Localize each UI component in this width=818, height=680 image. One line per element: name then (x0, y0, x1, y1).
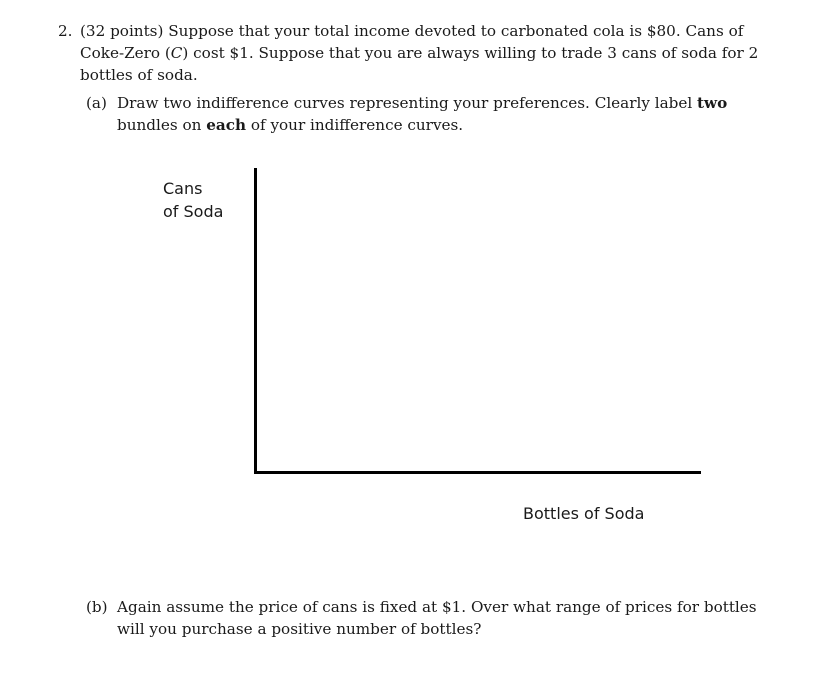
part-a-text-2: bundles on (117, 116, 207, 134)
part-b-label: (b) (86, 598, 108, 616)
x-axis-label: Bottles of Soda (523, 504, 645, 523)
part-a-text-3: of your indifference curves. (246, 116, 464, 134)
part-a-bold-1: two (697, 94, 728, 112)
problem-number: 2. (58, 22, 73, 40)
part-b (86, 596, 786, 640)
problem-statement (58, 20, 788, 86)
part-a (86, 92, 786, 136)
problem-intro-part1: (32 points) Suppose that your total income devoted to carbonated cola is $80. Cans of Coke-Zero ( (80, 22, 744, 62)
x-axis-line (254, 471, 701, 474)
part-a-text-1: Draw two indifference curves representing your preferences. Clearly label (117, 94, 698, 112)
y-axis-label-line1: Cans (163, 179, 203, 198)
y-axis-line (254, 168, 257, 474)
problem-intro-part2: ) cost $1. Suppose that you are always willing to trade 3 cans of soda for 2 bottles of soda. (80, 44, 759, 84)
y-axis-label-line2: of Soda (163, 202, 224, 221)
part-a-text (117, 92, 786, 136)
y-axis-label (163, 177, 223, 223)
part-b-text: Again assume the price of cans is fixed at $1. Over what range of prices for bottles will you purchase a positive number of bottles? (117, 598, 757, 638)
problem-text (80, 20, 788, 86)
problem-intro-variable: C (170, 44, 183, 62)
part-a-bold-2: each (206, 116, 247, 134)
part-a-label: (a) (86, 94, 107, 112)
